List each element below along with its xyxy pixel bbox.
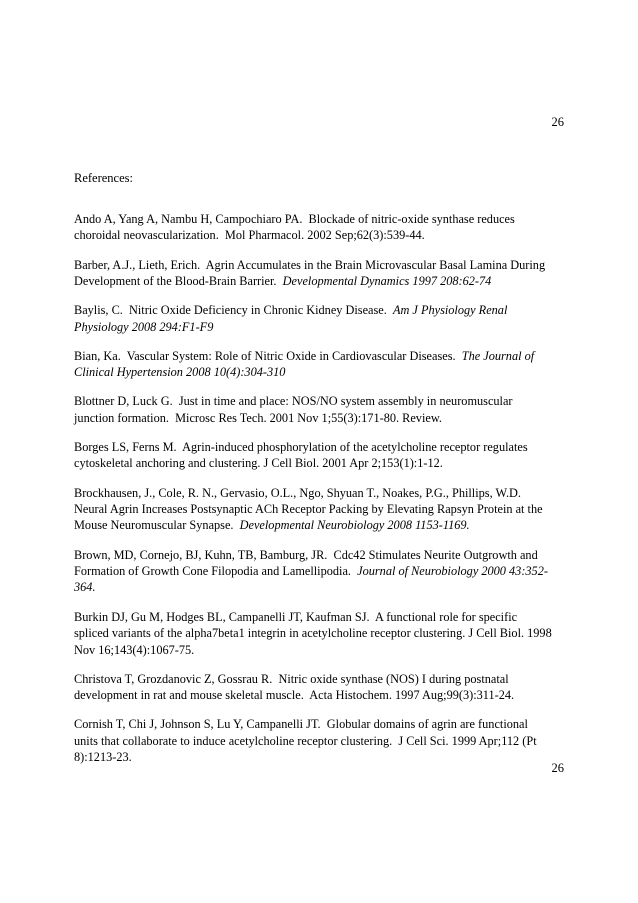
reference-journal-text: Developmental Neurobiology 2008 1153-1169.	[239, 518, 470, 533]
reference-text: Baylis, C. Nitric Oxide Deficiency in Chronic Kidney Disease.	[74, 303, 393, 318]
reference-entry	[74, 609, 566, 658]
reference-entry	[74, 393, 566, 426]
reference-line	[74, 625, 566, 641]
reference-entry	[74, 439, 566, 472]
reference-entry	[74, 348, 566, 381]
reference-line	[74, 410, 566, 426]
reference-text: spliced variants of the alpha7beta1 integrin in acetylcholine receptor clustering. J Cell Biol. 1998	[74, 626, 552, 641]
reference-text: Cornish T, Chi J, Johnson S, Lu Y, Campanelli JT. Globular domains of agrin are functional	[74, 717, 528, 732]
reference-line	[74, 211, 566, 227]
reference-line	[74, 671, 566, 687]
reference-line	[74, 455, 566, 471]
page-number-bottom: 26	[551, 761, 564, 775]
reference-text: units that collaborate to induce acetylcholine receptor clustering. J Cell Sci. 1999 Apr;112 (Pt	[74, 733, 537, 748]
reference-line	[74, 642, 566, 658]
reference-line	[74, 579, 566, 595]
reference-text: Borges LS, Ferns M. Agrin-induced phosphorylation of the acetylcholine receptor regulates	[74, 440, 528, 455]
reference-entry	[74, 257, 566, 290]
references-heading: References:	[74, 171, 133, 185]
reference-entry	[74, 302, 566, 335]
reference-line	[74, 749, 566, 765]
reference-text: choroidal neovascularization. Mol Pharmacol. 2002 Sep;62(3):539-44.	[74, 228, 425, 243]
reference-line	[74, 348, 566, 364]
reference-entry	[74, 671, 566, 704]
reference-line	[74, 716, 566, 732]
reference-text: Development of the Blood-Brain Barrier.	[74, 274, 283, 289]
reference-text: Bian, Ka. Vascular System: Role of Nitric Oxide in Cardiovascular Diseases.	[74, 348, 462, 363]
reference-line	[74, 501, 566, 517]
reference-text: Barber, A.J., Lieth, Erich. Agrin Accumulates in the Brain Microvascular Basal Lamina During	[74, 257, 546, 272]
reference-journal-text: Developmental Dynamics 1997 208:62-74	[282, 274, 492, 289]
reference-text: development in rat and mouse skeletal muscle. Acta Histochem. 1997 Aug;99(3):311-24.	[74, 688, 515, 703]
reference-line	[74, 517, 566, 533]
reference-journal-text: Physiology 2008 294:F1-F9	[74, 319, 214, 334]
reference-text: Christova T, Grozdanovic Z, Gossrau R. Nitric oxide synthase (NOS) I during postnatal	[74, 671, 509, 686]
reference-line	[74, 319, 566, 335]
reference-text: Mouse Neuromuscular Synapse.	[74, 518, 240, 533]
reference-entry	[74, 211, 566, 244]
reference-line	[74, 227, 566, 243]
reference-line	[74, 547, 566, 563]
reference-line	[74, 364, 566, 380]
reference-text: Formation of Growth Cone Filopodia and Lamellipodia.	[74, 564, 358, 579]
reference-line	[74, 439, 566, 455]
reference-journal-text: The Journal of	[461, 348, 535, 363]
reference-text: 8):1213-23.	[74, 750, 132, 765]
reference-entry	[74, 547, 566, 596]
reference-text: Neural Agrin Increases Postsynaptic ACh Receptor Packing by Elevating Rapsyn Protein at the	[74, 502, 543, 517]
reference-line	[74, 273, 566, 289]
reference-text: Brockhausen, J., Cole, R. N., Gervasio, O.L., Ngo, Shyuan T., Noakes, P.G., Phillips, W.D.	[74, 485, 521, 500]
reference-line	[74, 257, 566, 273]
reference-text: Ando A, Yang A, Nambu H, Campochiaro PA. Blockade of nitric-oxide synthase reduces	[74, 212, 515, 226]
reference-text: cytoskeletal anchoring and clustering. J Cell Biol. 2001 Apr 2;153(1):1-12.	[74, 456, 443, 471]
reference-text: Nov 16;143(4):1067-75.	[74, 642, 195, 657]
reference-list	[74, 211, 566, 778]
reference-text: junction formation. Microsc Res Tech. 2001 Nov 1;55(3):171-80. Review.	[74, 410, 442, 425]
reference-journal-text: 364.	[74, 580, 96, 595]
page-number-top: 26	[551, 115, 564, 129]
reference-journal-text: Journal of Neurobiology 2000 43:352-	[357, 564, 548, 579]
reference-text: Burkin DJ, Gu M, Hodges BL, Campanelli JT, Kaufman SJ. A functional role for specific	[74, 609, 518, 624]
reference-text: Brown, MD, Cornejo, BJ, Kuhn, TB, Bamburg, JR. Cdc42 Stimulates Neurite Outgrowth and	[74, 547, 538, 562]
reference-line	[74, 485, 566, 501]
reference-text: Blottner D, Luck G. Just in time and place: NOS/NO system assembly in neuromuscular	[74, 394, 513, 409]
reference-journal-text: Am J Physiology Renal	[392, 303, 508, 318]
reference-entry	[74, 485, 566, 534]
reference-line	[74, 609, 566, 625]
reference-entry	[74, 716, 566, 765]
reference-line	[74, 563, 566, 579]
reference-line	[74, 687, 566, 703]
reference-line	[74, 393, 566, 409]
reference-line	[74, 733, 566, 749]
reference-line	[74, 302, 566, 318]
reference-journal-text: Clinical Hypertension 2008 10(4):304-310	[74, 365, 286, 380]
